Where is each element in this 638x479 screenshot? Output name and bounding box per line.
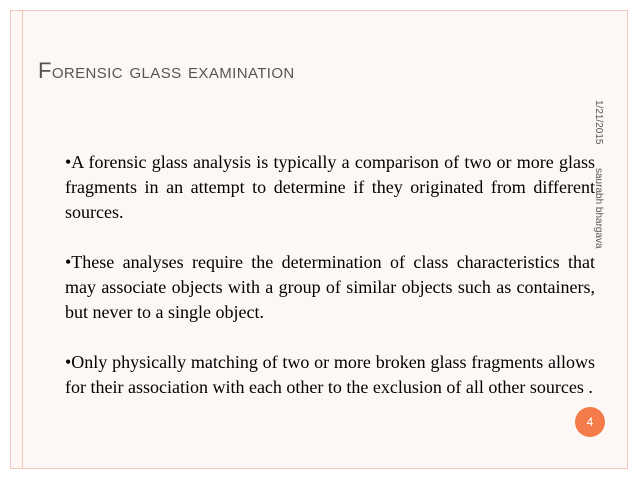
left-accent-rule (22, 10, 23, 469)
bullet-spacer (65, 225, 595, 250)
slide-author: saurabh bhargava (593, 168, 604, 249)
bullet-spacer (65, 325, 595, 350)
slide-body (65, 150, 595, 400)
bullet-item: •Only physically matching of two or more broken glass fragments allows for their association with each other to the exclusion of all other sources . (65, 352, 595, 397)
slide-title: Forensic glass examination (38, 58, 295, 83)
bullet-item: •These analyses require the determination of class characteristics that may associate objects with a group of similar objects such as containers, but never to a single object. (65, 252, 595, 322)
bullet-item: •A forensic glass analysis is typically a comparison of two or more glass fragments in an attempt to determine if they originated from different sources. (65, 152, 595, 222)
page-number-badge: 4 (575, 407, 605, 437)
slide-date: 1/21/2015 (593, 100, 604, 145)
